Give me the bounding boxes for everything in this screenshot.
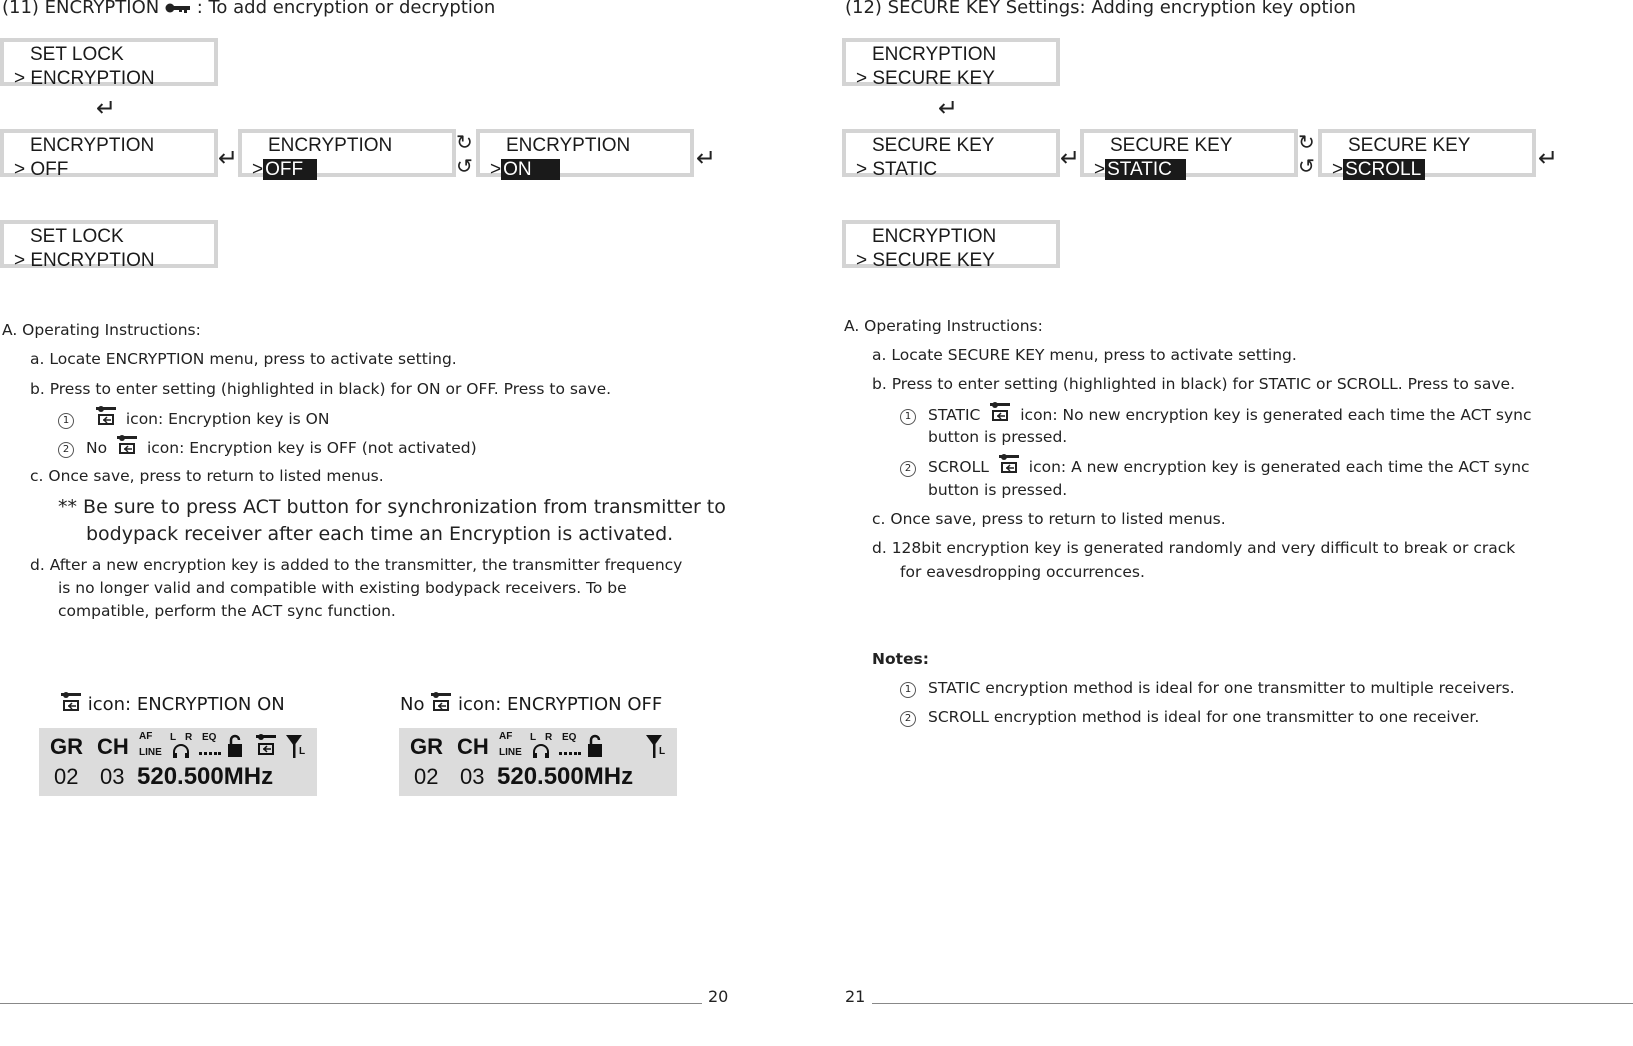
instruction-b2-cont: button is pressed.	[928, 481, 1068, 499]
encryption-key-icon	[989, 402, 1011, 424]
channel-label: CH	[457, 734, 489, 759]
menu-encryption-on-selected	[476, 129, 694, 180]
heading-title: (11) ENCRYPTION	[2, 0, 160, 18]
number-2-icon: 2	[900, 711, 916, 727]
encryption-key-icon	[255, 734, 277, 758]
left-channel-label: L	[170, 732, 177, 743]
note-2-text: SCROLL encryption method is ideal for one transmitter to one receiver.	[928, 708, 1480, 726]
menu-line1: ENCRYPTION	[268, 135, 393, 156]
af-label: AF	[499, 731, 513, 742]
enter-arrow-icon: ↵	[1060, 144, 1081, 172]
menu-set-lock	[0, 38, 218, 89]
caption-prefix: No	[400, 694, 425, 715]
footer-rule	[872, 1003, 1633, 1004]
menu-line1: SECURE KEY	[1110, 135, 1233, 156]
menu-line1: SECURE KEY	[872, 135, 995, 156]
menu-line2: > STATIC	[856, 159, 938, 180]
instruction-d-line1: d. 128bit encryption key is generated randomly and very difficult to break or crack	[872, 539, 1516, 557]
menu-line2: > SECURE KEY	[856, 250, 995, 271]
headphone-icon	[172, 744, 190, 758]
menu-line1: ENCRYPTION	[30, 135, 155, 156]
rotate-ccw-icon: ↺	[456, 154, 473, 178]
highlighted-value: SCROLL	[1343, 159, 1425, 180]
group-value: 02	[414, 764, 439, 789]
instruction-b1-text: icon: Encryption key is ON	[125, 410, 330, 428]
number-1-icon: 1	[900, 682, 916, 698]
instruction-b1-cont: button is pressed.	[928, 428, 1068, 446]
instruction-d-line2: is no longer valid and compatible with existing bodypack receivers. To be	[58, 579, 627, 597]
instruction-b2-prefix: No	[86, 439, 108, 457]
instruction-b1-text: icon: No new encryption key is generated each time the ACT sync	[1020, 406, 1532, 424]
channel-label: CH	[97, 734, 129, 759]
instruction-b1	[58, 406, 329, 431]
menu-encryption-off-selected	[238, 129, 456, 180]
left-channel-label: L	[530, 732, 537, 743]
menu-line2	[252, 158, 317, 182]
instruction-b2	[900, 454, 1530, 479]
rotate-cw-icon: ↻	[456, 130, 473, 154]
caption-text: icon: ENCRYPTION ON	[87, 694, 285, 715]
number-2-icon: 2	[58, 442, 74, 458]
menu-line2	[1094, 158, 1186, 182]
enter-arrow-icon: ↵	[938, 94, 959, 122]
menu-line1: SET LOCK	[30, 226, 124, 247]
page-number: 20	[708, 987, 729, 1006]
key-icon	[165, 2, 191, 14]
frequency-readout: 520.500MHz	[497, 763, 634, 790]
menu-line1: SECURE KEY	[1348, 135, 1471, 156]
menu-encryption-off	[0, 129, 218, 180]
left-heading	[2, 0, 495, 18]
enter-arrow-icon: ↵	[1538, 144, 1559, 172]
instructions-title: A. Operating Instructions:	[844, 317, 1043, 335]
highlighted-value: ON	[501, 159, 560, 180]
antenna-label: L	[659, 746, 666, 757]
menu-line1: SET LOCK	[30, 44, 124, 65]
instruction-b2-text: icon: A new encryption key is generated each time the ACT sync	[1028, 458, 1530, 476]
encryption-key-icon	[95, 406, 117, 428]
menu-line1: ENCRYPTION	[872, 226, 997, 247]
act-note-line1: ** Be sure to press ACT button for synchronization from transmitter to	[58, 496, 726, 518]
line-label: LINE	[139, 747, 162, 758]
channel-value: 03	[460, 764, 485, 789]
enter-arrow-icon: ↵	[96, 94, 117, 122]
footer-rule	[0, 1003, 702, 1004]
instruction-b2-text: icon: Encryption key is OFF (not activated)	[146, 439, 477, 457]
headphone-icon	[532, 744, 550, 758]
menu-set-lock-return	[0, 220, 218, 271]
note-2	[900, 705, 1479, 729]
menu-line2: > ENCRYPTION	[14, 250, 155, 271]
eq-label: EQ	[202, 732, 217, 743]
caption-text: icon: ENCRYPTION OFF	[457, 694, 663, 715]
menu-encryption	[842, 38, 1060, 89]
instruction-d-line1: d. After a new encryption key is added to the transmitter, the transmitter frequency	[30, 556, 683, 574]
instruction-a: a. Locate SECURE KEY menu, press to activate setting.	[872, 346, 1297, 364]
menu-line2	[1332, 158, 1425, 182]
af-label: AF	[139, 731, 153, 742]
instruction-c: c. Once save, press to return to listed menus.	[30, 467, 384, 485]
note-1	[900, 676, 1515, 700]
heading-subtitle: : To add encryption or decryption	[196, 0, 496, 18]
number-1-icon: 1	[58, 413, 74, 429]
instruction-a: a. Locate ENCRYPTION menu, press to activate setting.	[30, 350, 457, 368]
menu-line1: ENCRYPTION	[506, 135, 631, 156]
encryption-key-icon	[430, 692, 452, 714]
group-value: 02	[54, 764, 79, 789]
menu-secure-key-static-selected	[1080, 129, 1298, 180]
instruction-b1	[900, 402, 1532, 427]
status-display-encryption-on	[39, 728, 317, 796]
frequency-readout: 520.500MHz	[137, 763, 274, 790]
right-heading: (12) SECURE KEY Settings: Adding encryption key option	[845, 0, 1356, 18]
group-label: GR	[50, 734, 83, 759]
menu-prefix: >	[252, 159, 264, 180]
status-display-encryption-off	[399, 728, 677, 796]
antenna-label: L	[299, 746, 306, 757]
act-note-line2: bodypack receiver after each time an Encryption is activated.	[86, 523, 674, 545]
menu-prefix: >	[1094, 159, 1106, 180]
right-channel-label: R	[545, 732, 553, 743]
lock-icon	[227, 734, 243, 758]
instruction-b: b. Press to enter setting (highlighted in black) for ON or OFF. Press to save.	[30, 380, 612, 398]
instruction-c: c. Once save, press to return to listed menus.	[872, 510, 1226, 528]
menu-encryption-return	[842, 220, 1060, 271]
eq-dots-icon	[199, 752, 221, 756]
rotate-ccw-icon: ↺	[1298, 154, 1315, 178]
eq-dots-icon	[559, 752, 581, 756]
right-channel-label: R	[185, 732, 193, 743]
display-off-caption	[400, 692, 662, 715]
instructions-title: A. Operating Instructions:	[2, 321, 201, 339]
encryption-key-icon	[60, 692, 82, 714]
eq-label: EQ	[562, 732, 577, 743]
page-number: 21	[845, 987, 866, 1006]
highlighted-value: OFF	[263, 159, 317, 180]
menu-line1: ENCRYPTION	[872, 44, 997, 65]
number-2-icon: 2	[900, 461, 916, 477]
number-1-icon: 1	[900, 409, 916, 425]
enter-arrow-icon: ↵	[696, 144, 717, 172]
instruction-b: b. Press to enter setting (highlighted in black) for STATIC or SCROLL. Press to save.	[872, 375, 1515, 393]
instruction-d-line3: compatible, perform the ACT sync function.	[58, 602, 396, 620]
encryption-key-icon	[116, 435, 138, 457]
menu-line2: > SECURE KEY	[856, 68, 995, 89]
menu-line2: > OFF	[14, 159, 69, 180]
note-1-text: STATIC encryption method is ideal for one transmitter to multiple receivers.	[928, 679, 1515, 697]
menu-prefix: >	[1332, 159, 1344, 180]
channel-value: 03	[100, 764, 125, 789]
menu-secure-key-scroll-selected	[1318, 129, 1536, 180]
menu-prefix: >	[490, 159, 502, 180]
highlighted-value: STATIC	[1105, 159, 1186, 180]
menu-line2: > ENCRYPTION	[14, 68, 155, 89]
notes-title: Notes:	[872, 650, 929, 668]
menu-line2	[490, 158, 560, 182]
instruction-d-line2: for eavesdropping occurrences.	[900, 563, 1145, 581]
instruction-b2-prefix: SCROLL	[928, 458, 989, 476]
display-on-caption	[60, 692, 285, 715]
line-label: LINE	[499, 747, 522, 758]
lock-icon	[587, 734, 603, 758]
encryption-key-icon	[998, 454, 1020, 476]
group-label: GR	[410, 734, 443, 759]
enter-arrow-icon: ↵	[218, 144, 239, 172]
menu-secure-key-static	[842, 129, 1060, 180]
instruction-b2	[58, 435, 477, 460]
instruction-b1-prefix: STATIC	[928, 406, 981, 424]
rotate-cw-icon: ↻	[1298, 130, 1315, 154]
